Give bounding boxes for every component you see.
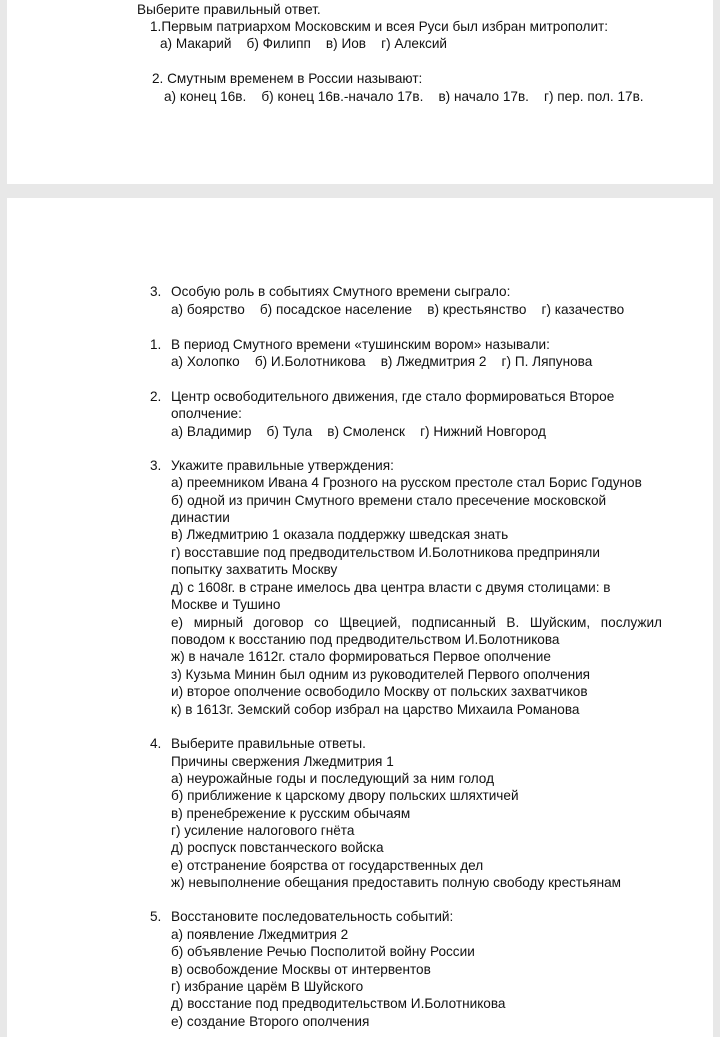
worksheet-page-1 — [7, 0, 713, 184]
question-3-options: а) боярство б) посадское население в) крестьянство г) казачество — [171, 302, 625, 317]
question-number: 4. — [150, 736, 162, 751]
statement-item: б) одной из причин Смутного времени стало пресечение московской — [171, 493, 607, 508]
question-2-options: а) конец 16в. б) конец 16в.-начало 17в. в) начало 17в. г) пер. пол. 17в. — [164, 89, 644, 104]
question-number: 3. — [150, 458, 162, 473]
reason-item: в) пренебрежение к русским обычаям — [171, 806, 411, 821]
statement-item: е) мирный договор со Щвецией, подписанный В. Шуйским, послужил — [171, 615, 662, 630]
question-number: 2. — [150, 389, 162, 404]
statement-item: к) в 1613г. Земский собор избрал на царство Михаила Романова — [171, 702, 580, 717]
event-item: а) появление Лжедмитрия 2 — [171, 927, 349, 942]
statement-item: г) восставшие под предводительством И.Болотникова предприняли — [171, 545, 600, 560]
question-center-options: а) Владимир б) Тула в) Смоленск г) Нижний Новгород — [171, 424, 546, 439]
question-reasons-text: Выберите правильные ответы. — [171, 736, 366, 751]
question-1-text: 1.Первым патриархом Московским и всея Руси был избран митрополит: — [150, 19, 609, 34]
question-tushino-text: В период Смутного времени «тушинским вором» называли: — [171, 337, 550, 352]
event-item: д) восстание под предводительством И.Болотникова — [171, 996, 506, 1011]
event-item: е) создание Второго ополчения — [171, 1014, 370, 1029]
statement-item: поводом к восстанию под предводительством И.Болотникова — [171, 632, 560, 647]
event-item: в) освобождение Москвы от интервентов — [171, 962, 431, 977]
question-3-text: Особую роль в событиях Смутного времени сыграло: — [171, 284, 511, 299]
reason-item: а) неурожайные годы и последующий за ним голод — [171, 771, 494, 786]
statement-item: з) Кузьма Минин был одним из руководителей Первого ополчения — [171, 667, 591, 682]
question-tushino-options: а) Холопко б) И.Болотникова в) Лжедмитрия 2 г) П. Ляпунова — [171, 354, 593, 369]
question-number: 3. — [150, 284, 162, 299]
reason-item: б) приближение к царскому двору польских шляхтичей — [171, 788, 519, 803]
question-reasons-subtitle: Причины свержения Лжедмитрия 1 — [171, 754, 394, 769]
question-1-options: а) Макарий б) Филипп в) Иов г) Алексий — [160, 36, 448, 51]
worksheet-page-2 — [7, 198, 713, 1037]
reason-item: ж) невыполнение обещания предоставить полную свободу крестьянам — [171, 875, 622, 890]
question-statements-text: Укажите правильные утверждения: — [171, 458, 394, 473]
reason-item: г) усиление налогового гнёта — [171, 823, 355, 838]
question-number: 5. — [150, 909, 162, 924]
event-item: б) объявление Речью Посполитой войну России — [171, 944, 475, 959]
question-2-text: 2. Смутным временем в России называют: — [152, 71, 423, 86]
statement-item: в) Лжедмитрию 1 оказала поддержку шведская знать — [171, 527, 509, 542]
reason-item: е) отстранение боярства от государственных дел — [171, 858, 484, 873]
question-sequence-text: Восстановите последовательность событий: — [171, 909, 454, 924]
instruction-text: Выберите правильный ответ. — [137, 2, 321, 17]
statement-item: династии — [171, 510, 230, 525]
statement-item: и) второе ополчение освободило Москву от польских захватчиков — [171, 684, 588, 699]
statement-item: а) преемником Ивана 4 Грозного на русском престоле стал Борис Годунов — [171, 475, 642, 490]
question-center-text-line1: Центр освободительного движения, где стало формироваться Второе — [171, 389, 615, 404]
statement-item: Москве и Тушино — [171, 597, 281, 612]
statement-item: ж) в начале 1612г. стало формироваться Первое ополчение — [171, 649, 551, 664]
statement-item: д) с 1608г. в стране имелось два центра власти с двумя столицами: в — [171, 580, 611, 595]
reason-item: д) роспуск повстанческого войска — [171, 840, 384, 855]
question-number: 1. — [150, 337, 162, 352]
event-item: г) избрание царём В Шуйского — [171, 979, 364, 994]
question-center-text-line2: ополчение: — [171, 406, 242, 421]
statement-item: попытку захватить Москву — [171, 562, 338, 577]
